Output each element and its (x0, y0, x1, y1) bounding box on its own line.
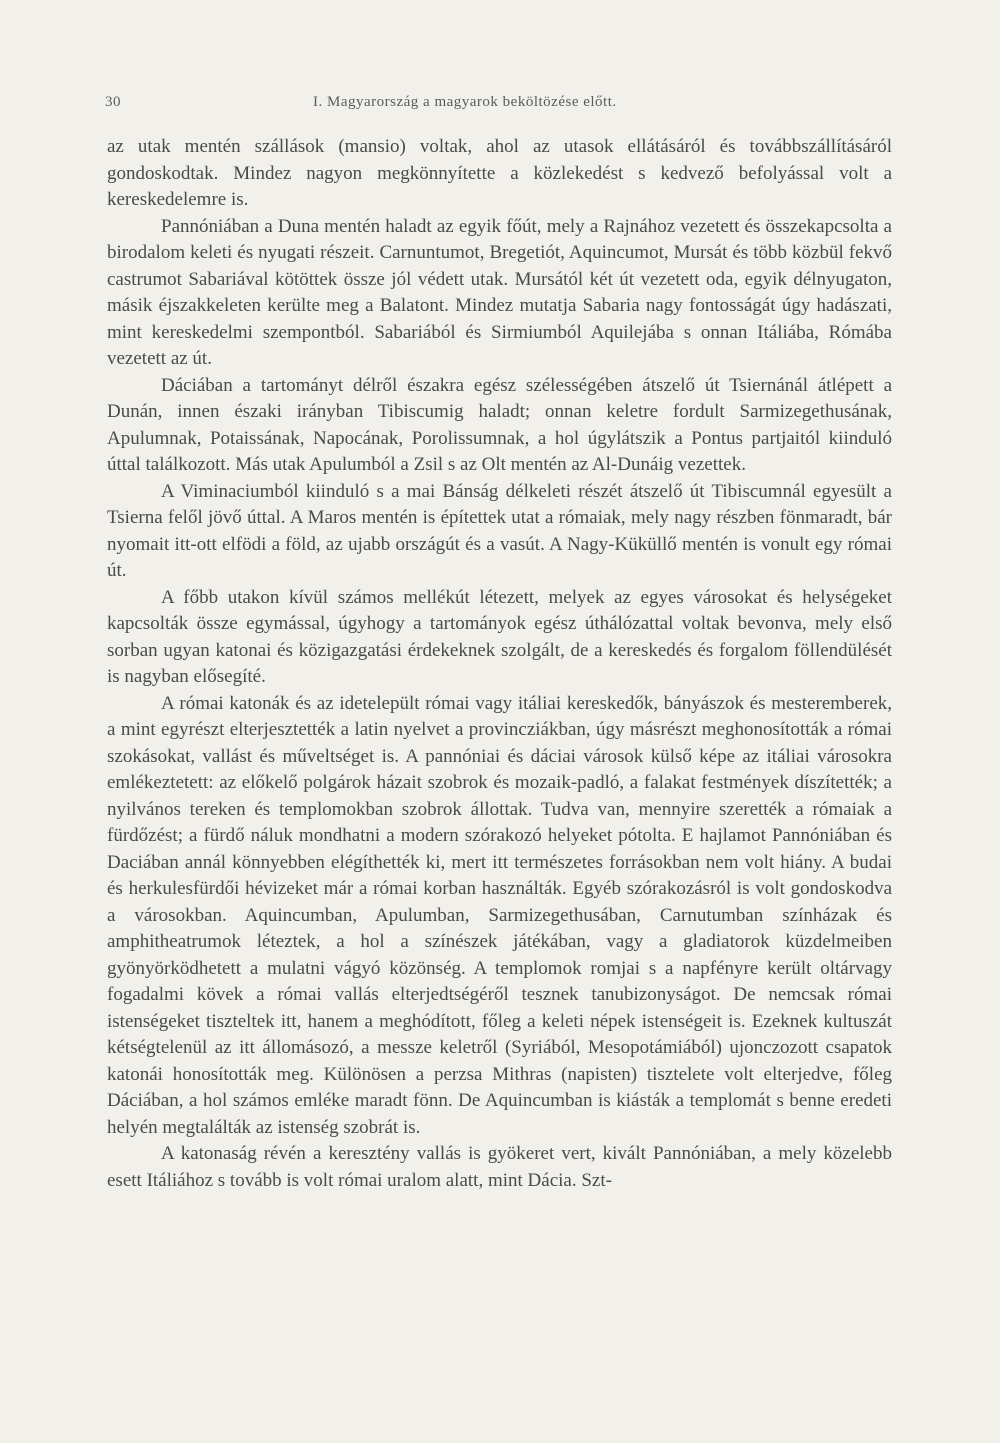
page-number: 30 (105, 94, 121, 110)
paragraph: A főbb utakon kívül számos mellékút létezett, melyek az egyes városokat és helységeket kapcsolták össze egymással, úgyhogy a tartományok egész úthálózattal voltak bevonva, mely első sorban ugyan katonai és közigazgatási érdekeknek szolgált, de a kereskedés és forgalom föllendülését is nagyban elősegíté. (107, 586, 892, 687)
body-text (107, 134, 892, 1194)
paragraph: az utak mentén szállások (mansio) voltak, ahol az utasok ellátásáról és továbbszállításáról gondoskodtak. Mindez nagyon megkönnyítette a közlekedést s kedvező befolyással volt a kereskedelemre is. (107, 136, 892, 210)
paragraph: Pannóniában a Duna mentén haladt az egyik főút, mely a Rajnához vezetett és összekapcsolta a birodalom keleti és nyugati részeit. Carnuntumot, Bregetiót, Aquincumot, Mursát és több közbül fekvő castrumot Sabariával kötöttek össze jól védett utak. Mursától két út vezetett oda, egyik délnyugaton, másik éjszakkeleten kerülte meg a Balatont. Mindez mutatja Sabaria nagy fontosságát úgy hadászati, mint kereskedelmi szempontból. Sabariából és Sirmiumból Aquilejába s onnan Itáliába, Rómába vezetett az út. (107, 215, 892, 369)
paragraph: A katonaság révén a keresztény vallás is gyökeret vert, kivált Pannóniában, a mely közelebb esett Itáliához s tovább is volt római uralom alatt, mint Dácia. Szt- (107, 1143, 892, 1191)
paragraph: Dáciában a tartományt délről északra egész szélességében átszelő út Tsiernánál átlépett a Dunán, innen északi irányban Tibiscumig haladt; onnan keletre fordult Sarmizegethusának, Apulumnak, Potaissának, Napocának, Porolissumnak, a hol úgylátszik a Pontus partjaitól kiinduló úttal találkozott. Más utak Apulumból a Zsil s az Olt mentén az Al-Dunáig vezettek. (107, 374, 892, 475)
running-head: I. Magyarország a magyarok beköltözése előtt. (313, 94, 617, 110)
paragraph: A Viminaciumból kiinduló s a mai Bánság délkeleti részét átszelő út Tibiscumnál egyesült a Tsierna felől jövő úttal. A Maros mentén is építettek utat a rómaiak, mely nagy részben fönmaradt, bár nyomait itt-ott elfödi a föld, az ujabb országút és a vasút. A Nagy-Küküllő mentén is vonult egy római út. (107, 480, 892, 581)
page-header (105, 94, 895, 118)
paragraph: A római katonák és az idetelepült római vagy itáliai kereskedők, bányászok és mesteremberek, a mint egyrészt elterjesztették a latin nyelvet a provincziákban, úgy másrészt meghonosították a római szokásokat, vallást és műveltséget is. A pannóniai és dáciai városok külső képe az itáliai városokra emlékeztetett: az előkelő polgárok házait szobrok és mozaik-padló, a falakat festmények díszítették; a nyilvános tereken és templomokban szobrok állottak. Tudva van, mennyire szerették a rómaiak a fürdőzést; a fürdő náluk mondhatni a modern szórakozó helyeket pótolta. E hajlamot Pannóniában és Daciában annál könnyebben elégíthették ki, mert itt természetes forrásokban nem volt hiány. A budai és herkulesfürdői hévizeket már a római korban használták. Egyéb szórakozásról is volt gondoskodva a városokban. Aquincumban, Apulumban, Sarmizegethusában, Carnutumban színházak és amphitheatrumok léteztek, a hol a színészek játékában, vagy a gladiatorok küzdelmeiben gyönyörködhetett a mulatni vágyó közönség. A templomok romjai s a napfényre került oltárvagy fogadalmi kövek a római vallás elterjedtségéről tesznek tanubizonyságot. De nemcsak római istenségeket tiszteltek itt, hanem a meghódított, főleg a keleti népek istenségeit is. Ezeknek kultuszát kétségtelenül az itt állomásozó, a messze keletről (Syriából, Mesopotámiából) ujonczozott csapatok katonái honosították meg. Különösen a perzsa Mithras (napisten) tisztelete volt elterjedve, főleg Dáciában, a hol számos emléke maradt fönn. De Aquincumban is kiásták a templomát s benne eredeti helyén megtalálták az istenség szobrát is. (107, 692, 892, 1138)
